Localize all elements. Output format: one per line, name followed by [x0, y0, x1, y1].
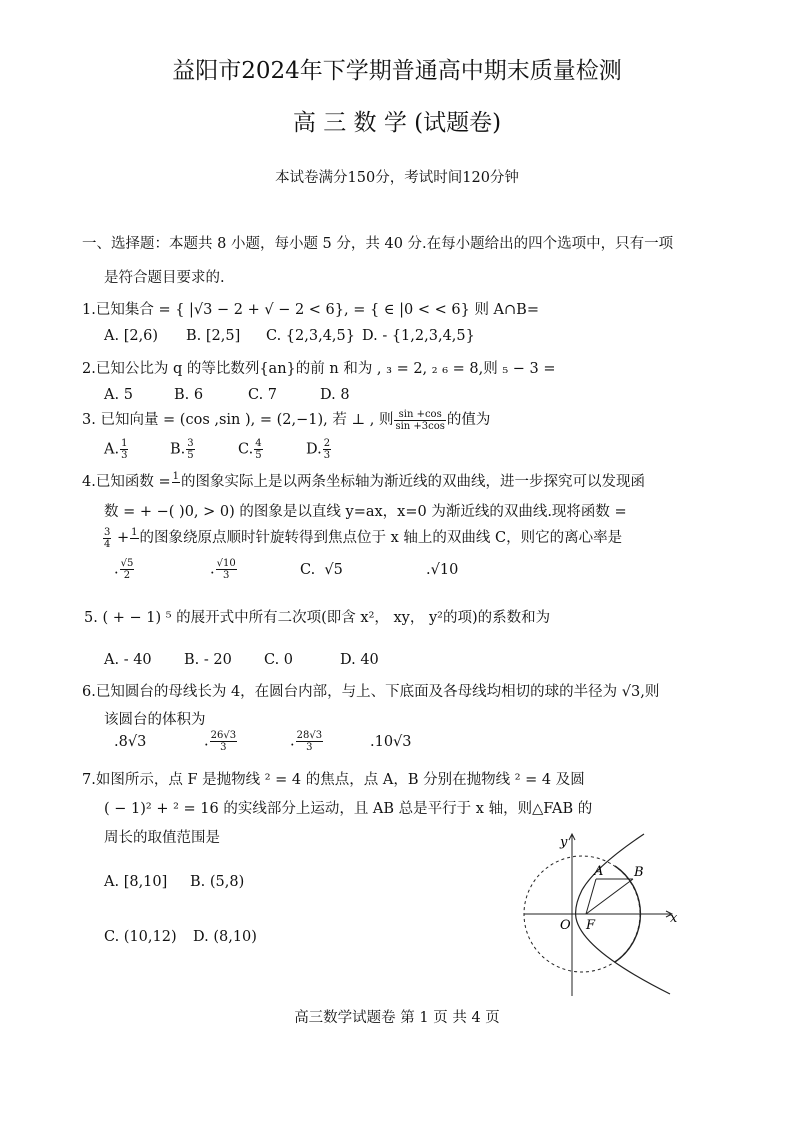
q5-option-a: A. - 40 [104, 652, 152, 668]
q2-option-c: C. 7 [248, 387, 278, 403]
q7-option-d: D. (8,10) [193, 929, 257, 945]
q3-option-d-den: 3 [323, 450, 331, 461]
q6-option-b-den: 3 [220, 742, 227, 753]
q3-option-b [170, 438, 196, 461]
question-7-line2: ( − 1)² + ² = 16 的实线部分上运动，且 AB 总是平行于 x 轴，则△FAB 的 [104, 801, 593, 817]
q4-option-d [426, 562, 458, 578]
question-2-stem: 2.已知公比为 q 的等比数列{an}的前 n 和为 , ₃ = 2, ₂ ₆ = 8,则 ₅ − 3 = [82, 361, 556, 377]
q3-option-d-num: 2 [323, 438, 331, 449]
q3-option-a-den: 3 [121, 450, 128, 461]
q3-option-b-num: 3 [187, 438, 194, 449]
q6-option-c-den: 3 [306, 742, 313, 753]
section-heading-line2: 是符合题目要求的. [104, 270, 225, 286]
q7-option-a: A. [8,10] [104, 874, 168, 890]
q3-stem-b: 的值为 [446, 412, 491, 428]
q2-option-d: D. 8 [320, 387, 350, 403]
q4-option-a-den: 2 [123, 570, 131, 581]
q4-option-a [114, 558, 135, 581]
q1-option-a: A. [2,6) [104, 328, 159, 344]
q4-option-c-pre: C. [300, 562, 316, 578]
q6-option-a-value: 8√3 [118, 734, 147, 750]
question-4-line1 [82, 470, 645, 494]
q7-label-y: y [560, 835, 568, 850]
q4-line1-frac: 1 [172, 470, 179, 482]
q5-option-b: B. - 20 [184, 652, 232, 668]
q3-option-c-num: 4 [255, 438, 262, 449]
q6-option-c-pre: . [290, 733, 295, 750]
q7-figure [520, 826, 690, 1001]
q4-option-a-pre: . [114, 561, 119, 578]
q4-option-c [300, 562, 343, 578]
q1-option-d: D. - {1,2,3,4,5} [362, 328, 475, 344]
exam-subtitle: 高 三 数 学 (试题卷) [292, 110, 502, 136]
question-6-line2: 该圆台的体积为 [104, 712, 206, 728]
q3-option-a-num: 1 [121, 438, 128, 449]
q4-option-b [210, 558, 238, 581]
q1-option-c: C. {2,3,4,5} [266, 328, 355, 344]
question-6-line1: 6.已知圆台的母线长为 4，在圆台内部，与上、下底面及各母线均相切的球的半径为 √3,则 [82, 684, 660, 700]
q3-option-c [238, 438, 264, 461]
q7-label-a: A [594, 864, 604, 879]
q7-segment-bf [586, 879, 633, 914]
q4-line3-den: 4 [104, 538, 111, 550]
q6-option-b-pre: . [204, 733, 209, 750]
q6-option-a [114, 734, 146, 750]
q1-option-b: B. [2,5] [186, 328, 241, 344]
q6-option-b-num: 26√3 [210, 730, 237, 741]
q6-option-c-num: 28√3 [296, 730, 323, 741]
q4-option-c-value: √5 [324, 562, 343, 578]
q3-option-d [306, 438, 332, 461]
q4-line1-b: 的图象实际上是以两条坐标轴为渐近线的双曲线，进一步探究可以发现函 [180, 474, 645, 490]
q7-label-b: B [634, 865, 644, 880]
q3-option-b-den: 5 [187, 450, 194, 461]
q7-label-o: O [560, 918, 571, 933]
q3-option-a [104, 438, 129, 461]
q6-option-d [370, 734, 412, 750]
question-4-line3 [102, 526, 622, 550]
exam-title: 益阳市2024年下学期普通高中期末质量检测 [172, 58, 622, 84]
q6-option-d-value: 10√3 [374, 734, 412, 750]
q4-option-a-num: √5 [120, 558, 134, 569]
page-footer: 高三数学试题卷 第 1 页 共 4 页 [294, 1010, 500, 1026]
q2-option-a: A. 5 [104, 387, 133, 403]
q7-label-x: x [670, 911, 678, 926]
q4-line1-a: 4.已知函数 = [82, 474, 171, 490]
q4-option-d-pre: . [426, 562, 431, 578]
q4-option-b-den: 3 [222, 570, 230, 581]
q7-option-b: B. (5,8) [190, 874, 245, 890]
question-4-line2: 数 = + −( )0, > 0) 的图象是以直线 y=ax，x=0 为渐近线的双曲线.现将函数 = [104, 504, 627, 520]
q3-option-c-label: C. [238, 441, 254, 458]
q4-line3-b: + [112, 530, 130, 546]
q7-segment-af [586, 879, 596, 914]
q2-option-b: B. 6 [174, 387, 204, 403]
question-3-stem [82, 408, 490, 432]
q7-option-c: C. (10,12) [104, 929, 177, 945]
q6-option-b [204, 730, 238, 753]
q5-option-d: D. 40 [340, 652, 379, 668]
q4-line3-num: 3 [104, 526, 111, 538]
q3-option-b-label: B. [170, 441, 186, 458]
q5-option-c: C. 0 [264, 652, 294, 668]
q3-fraction-numerator: sin +cos [394, 409, 445, 421]
q6-option-d-pre: . [370, 734, 375, 750]
question-7-line1: 7.如图所示，点 F 是抛物线 ² = 4 的焦点，点 A，B 分别在抛物线 ² = 4 及圆 [82, 772, 585, 788]
q3-stem-a: 3. 已知向量 = (cos ,sin ), = (2,−1), 若 ⊥ , 则 [82, 412, 394, 428]
q3-option-a-label: A. [104, 441, 120, 458]
q3-fraction-denominator: sin +3cos [395, 420, 445, 432]
exam-note: 本试卷满分150分，考试时间120分钟 [275, 170, 519, 186]
question-5-stem: 5. ( + − 1) ⁵ 的展开式中所有二次项(即含 x²， xy， y²的项)的系数和为 [84, 610, 551, 626]
q3-option-d-label: D. [306, 441, 322, 458]
q6-option-c [290, 730, 324, 753]
q3-expression-fraction [394, 409, 445, 432]
section-heading-line1: 一、选择题：本题共 8 小题，每小题 5 分，共 40 分.在每小题给出的四个选项中，只有一项 [82, 236, 674, 252]
q4-line3-frac: 1 [131, 526, 138, 538]
q4-option-b-pre: . [210, 561, 215, 578]
q6-option-a-pre: . [114, 734, 119, 750]
q7-label-f: F [586, 918, 596, 933]
q4-line3-c: 的图象绕原点顺时针旋转得到焦点位于 x 轴上的双曲线 C，则它的离心率是 [139, 530, 623, 546]
q3-option-c-den: 5 [255, 450, 262, 461]
question-1-stem: 1.已知集合 = { |√3 − 2 + √ − 2 < 6}, = { ∈ |0 < < 6} 则 A∩B= [82, 302, 539, 318]
q4-option-d-value: √10 [430, 562, 459, 578]
question-7-line3: 周长的取值范围是 [104, 830, 220, 846]
q4-option-b-num: √10 [216, 558, 236, 569]
